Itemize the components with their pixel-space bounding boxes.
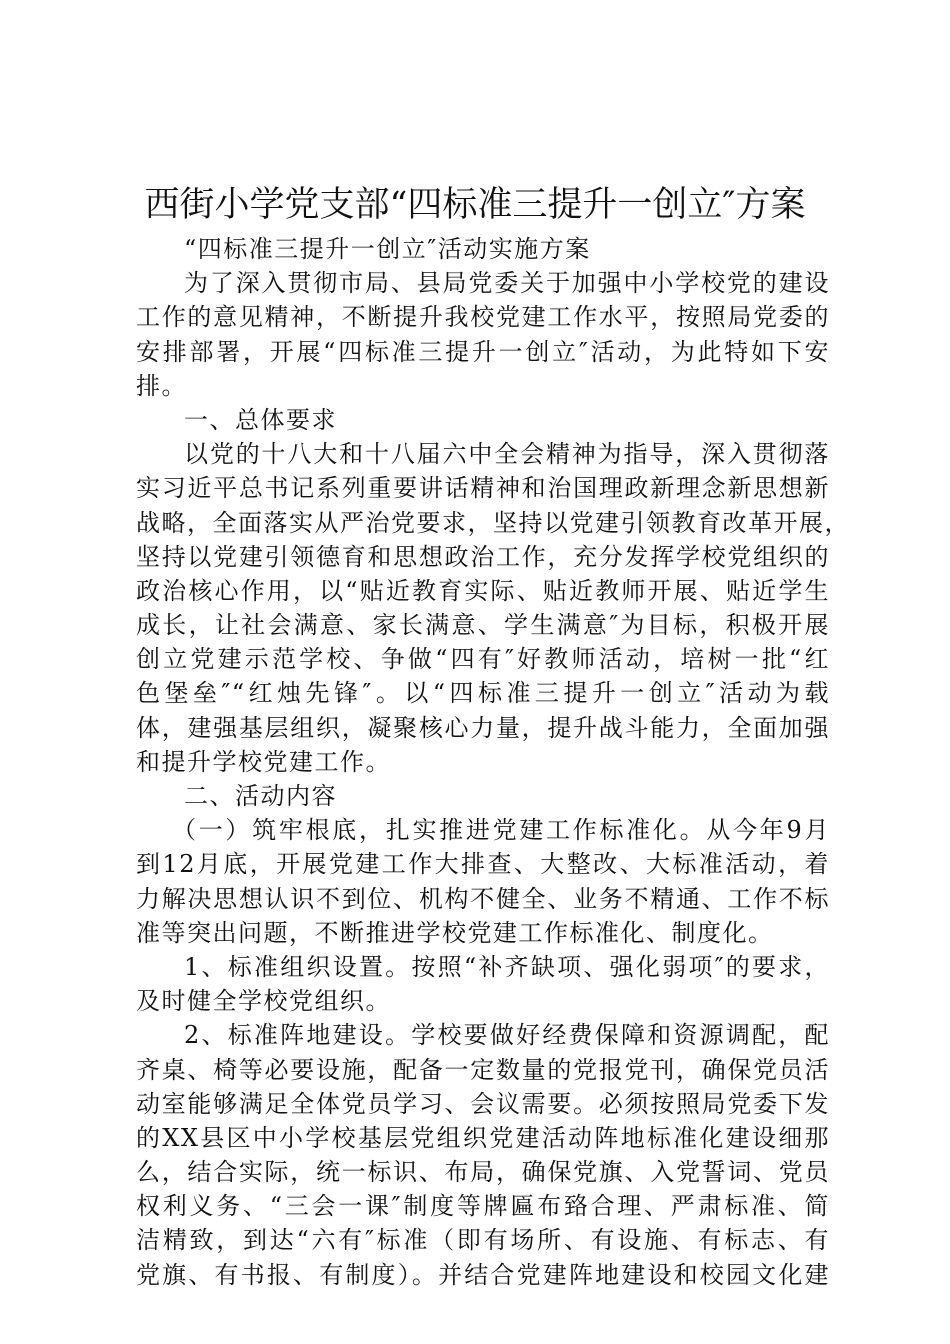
paragraph-line: 的XX县区中小学校基层党组织党建活动阵地标准化建设细那: [136, 1123, 830, 1152]
paragraph-line: 力解决思想认识不到位、机构不健全、业务不精通、工作不标: [136, 884, 830, 913]
paragraph-line: 安排部署，开展“四标准三提升一创立″活动，为此特如下安: [136, 337, 830, 366]
paragraph-line: 准等突出问题，不断推进学校党建工作标准化、制度化。: [136, 918, 774, 947]
paragraph-line: 创立党建示范学校、争做“四有″好教师活动，培树一批“红: [136, 645, 830, 674]
paragraph-line: 实习近平总书记系列重要讲话精神和治国理政新理念新思想新: [136, 474, 830, 503]
paragraph-line: （一）筑牢根底，扎实推进党建工作标准化。从今年9月: [172, 816, 830, 845]
document-body: [136, 232, 850, 1292]
paragraph-line: 成长，让社会满意、家长满意、学生满意″为目标，积极开展: [136, 611, 830, 640]
paragraph-line: 和提升学校党建工作。: [136, 747, 391, 776]
paragraph-line: 色堡垒″“红烛先锋″。以“四标准三提升一创立″活动为载: [136, 679, 830, 708]
section-heading: 二、活动内容: [184, 782, 337, 810]
paragraph-line: 1、标准组织设置。按照“补齐缺项、强化弱项″的要求，: [184, 952, 830, 981]
paragraph-line: 到12月底，开展党建工作大排查、大整改、大标准活动，着: [136, 850, 830, 879]
paragraph-line: 排。: [136, 371, 187, 400]
paragraph-line: 政治核心作用，以“贴近教育实际、贴近教师开展、贴近学生: [136, 576, 830, 605]
paragraph-line: 及时健全学校党组织。: [136, 987, 391, 1016]
paragraph-line: 党旗、有书报、有制度）。并结合党建阵地建设和校园文化建: [136, 1260, 830, 1289]
paragraph-line: 体，建强基层组织，凝聚核心力量，提升战斗能力，全面加强: [136, 713, 830, 742]
paragraph-line: 战略，全面落实从严治党要求，坚持以党建引领教育改革开展，: [136, 508, 850, 537]
paragraph-line: 权利义务、“三会一课″制度等牌匾布臵合理、严肃标准、简: [136, 1192, 830, 1221]
subtitle-line: “四标准三提升一创立″活动实施方案: [184, 235, 591, 263]
paragraph-line: 2、标准阵地建设。学校要做好经费保障和资源调配，配: [184, 1021, 830, 1050]
document-title: 西街小学党支部“四标准三提升一创立″方案: [144, 185, 806, 225]
paragraph-line: 坚持以党建引领德育和思想政治工作，充分发挥学校党组织的: [136, 542, 830, 571]
paragraph-line: 为了深入贯彻市局、县局党委关于加强中小学校党的建设: [184, 269, 830, 298]
paragraph-line: 洁精致，到达“六有″标准（即有场所、有设施、有标志、有: [136, 1226, 830, 1255]
section-heading: 一、总体要求: [184, 405, 337, 434]
paragraph-line: 工作的意见精神，不断提升我校党建工作水平，按照局党委的: [136, 303, 830, 332]
paragraph-line: 动室能够满足全体党员学习、会议需要。必须按照局党委下发: [136, 1089, 830, 1118]
paragraph-line: 么，结合实际，统一标识、布局，确保党旗、入党誓词、党员: [136, 1158, 830, 1187]
paragraph-line: 以党的十八大和十八届六中全会精神为指导，深入贯彻落: [184, 440, 830, 469]
paragraph-line: 齐桌、椅等必要设施，配备一定数量的党报党刊，确保党员活: [136, 1055, 830, 1084]
